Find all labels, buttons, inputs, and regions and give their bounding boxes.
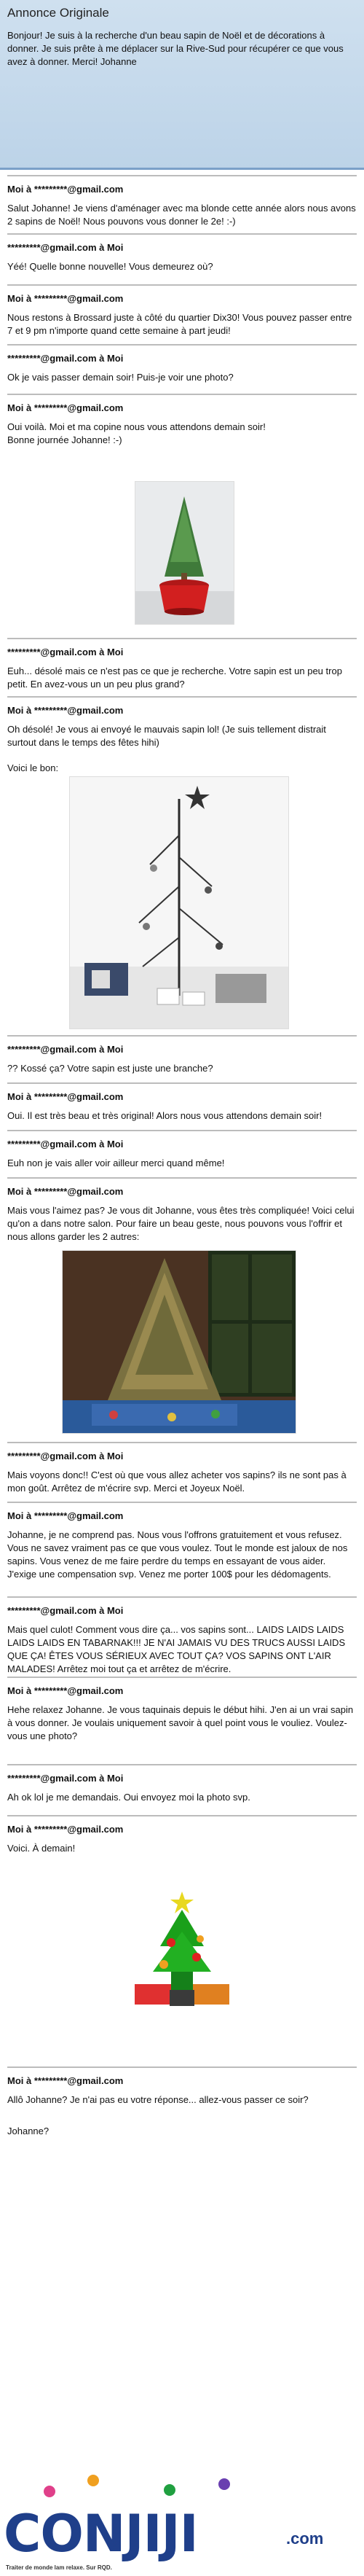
message-block — [7, 1815, 357, 1855]
message-text: Mais voyons donc!! C'est où que vous allez acheter vos sapins? ils ne sont pas à mon goût. Arrêtez de m'écrire svp. Merci et Joyeux Noël. — [7, 1470, 347, 1494]
message-block — [7, 175, 357, 228]
separator — [7, 1130, 357, 1131]
message-sender: *********@gmail.com à Moi — [7, 353, 124, 364]
message-text: ?? Kossé ça? Votre sapin est juste une branche? — [7, 1063, 213, 1074]
message-text: Johanne, je ne comprend pas. Nous vous l'offrons gratuitement et vous refusez. Vous ne savez vraiment pas ce que vous voulez. Tout le monde est jaloux de nos sapins. Vous venez de me faire perdre du temps en essayant de vous aider. J'exige une compensation svp. Venez me porter 100$ pour les dédomagents. — [7, 1529, 348, 1580]
separator — [7, 1177, 357, 1179]
message-sender: Moi à *********@gmail.com — [7, 402, 124, 413]
footer — [0, 2435, 364, 2576]
message-block — [7, 1677, 357, 1743]
separator — [7, 284, 357, 286]
message-block — [7, 754, 357, 775]
message-sender: *********@gmail.com à Moi — [7, 1773, 124, 1784]
message-sender: Moi à *********@gmail.com — [7, 293, 124, 304]
message-block — [7, 284, 357, 337]
message-block — [7, 1082, 357, 1123]
sick-tree-image — [63, 1251, 296, 1433]
message-sender: *********@gmail.com à Moi — [7, 1605, 124, 1616]
message-text: Oh désolé! Je vous ai envoyé le mauvais sapin lol! (Je suis tellement distrait surtout dans le temps des fêtes hihi) — [7, 724, 326, 748]
ad-text: Bonjour! Je suis à la recherche d'un beau sapin de Noël et de décorations à donner. Je suis prête à me déplacer sur la Rive-Sud pour récupérer ce que vous avez à donner. Merci! Johanne — [7, 30, 344, 67]
message-sender: Moi à *********@gmail.com — [7, 1091, 124, 1102]
message-text: Oui. Il est très beau et très original! Alors nous vous attendons demain soir! — [7, 1110, 323, 1121]
message-block — [7, 2118, 357, 2138]
message-block — [7, 2066, 357, 2107]
message-sender: *********@gmail.com à Moi — [7, 1044, 124, 1055]
message-text: Mais quel culot! Comment vous dire ça... vos sapins sont... LAIDS LAIDS LAIDS LAIDS LAIDS EN TABARNAK!!! JE N'AI JAMAIS VU DES TRUCS AUSSI LAIDS QUE ÇA! ÊTES VOUS SÉRIEUX AVEC TOUT ÇA? VOS SAPINS ONT L'AIR MALADES! Arrêtez moi tout ça et arrêtez de m'écrire. — [7, 1624, 346, 1674]
photo-toy-tree — [127, 1888, 237, 2012]
message-text: Mais vous l'aimez pas? Je vous dit Johanne, vous êtes très compliquée! Voici celui qu'on a dans notre salon. Pour faire un beau geste, nous pouvons vous l'offrir et nous allons garder les 2 autres: — [7, 1205, 355, 1242]
message-block — [7, 696, 357, 749]
logo-dot-icon — [44, 2486, 55, 2497]
photo-small-potted-tree — [135, 481, 234, 625]
logo-suffix: .com — [286, 2529, 324, 2548]
logo-dot-icon — [164, 2484, 175, 2496]
message-text: Nous restons à Brossard juste à côté du quartier Dix30! Vous pouvez passer entre 7 et 9 pm n'importe quand cette semaine à part jeudi! — [7, 312, 352, 336]
separator — [7, 1815, 357, 1816]
logo-dot-icon — [87, 2475, 99, 2486]
message-sender: Moi à *********@gmail.com — [7, 184, 124, 195]
message-sender: *********@gmail.com à Moi — [7, 242, 124, 253]
message-sender: *********@gmail.com à Moi — [7, 647, 124, 657]
separator — [7, 1442, 357, 1443]
message-text: Hehe relaxez Johanne. Je vous taquinais depuis le début hihi. J'en ai un vrai sapin à vous donner. Je voulais uniquement savoir à quel point vous le vouliez. Voulez-vous une photo? — [7, 1704, 354, 1741]
message-sender: Moi à *********@gmail.com — [7, 1824, 124, 1835]
separator — [7, 2066, 357, 2068]
message-text: Yéé! Quelle bonne nouvelle! Vous demeurez où? — [7, 261, 213, 272]
header-divider — [0, 168, 364, 170]
separator — [7, 233, 357, 235]
message-text: Oui voilà. Moi et ma copine nous vous attendons demain soir! Bonne journée Johanne! :-) — [7, 421, 266, 445]
separator — [7, 344, 357, 346]
message-sender: Moi à *********@gmail.com — [7, 705, 124, 716]
separator — [7, 175, 357, 176]
message-text: Euh non je vais aller voir ailleur merci quand même! — [7, 1158, 225, 1168]
message-block — [7, 1596, 357, 1676]
message-block — [7, 233, 357, 273]
ad-header — [0, 0, 364, 170]
message-text: Voici le bon: — [7, 762, 59, 773]
logo: CONJIJI — [4, 2504, 198, 2564]
logo-dot-icon — [218, 2478, 230, 2490]
message-text: Allô Johanne? Je n'ai pas eu votre réponse... allez-vous passer ce soir? — [7, 2094, 309, 2105]
separator — [7, 1035, 357, 1037]
separator — [7, 1596, 357, 1598]
message-block — [7, 1442, 357, 1495]
separator — [7, 696, 357, 698]
message-sender: *********@gmail.com à Moi — [7, 1139, 124, 1150]
message-sender: Moi à *********@gmail.com — [7, 1685, 124, 1696]
toy-tree-image — [127, 1888, 237, 2012]
message-block — [7, 638, 357, 691]
page-title: Annonce Originale — [7, 6, 109, 20]
message-block — [7, 1130, 357, 1170]
message-text: Johanne? — [7, 2126, 50, 2136]
message-block — [7, 1764, 357, 1804]
separator — [7, 638, 357, 639]
message-sender: Moi à *********@gmail.com — [7, 1186, 124, 1197]
potted-tree-image — [135, 482, 234, 624]
message-block — [7, 344, 357, 384]
message-text: Salut Johanne! Je viens d'aménager avec ma blonde cette année alors nous avons 2 sapins de Noël! Nous pouvons vous donner le 2e! :-) — [7, 203, 356, 227]
separator — [7, 1082, 357, 1084]
photo-branch-tree — [69, 776, 289, 1029]
message-sender: Moi à *********@gmail.com — [7, 1510, 124, 1521]
message-block — [7, 1177, 357, 1244]
separator — [7, 1502, 357, 1503]
branch-tree-image — [70, 777, 288, 1029]
message-sender: Moi à *********@gmail.com — [7, 2075, 124, 2086]
photo-sick-tree — [62, 1250, 296, 1434]
separator — [7, 1677, 357, 1678]
message-block — [7, 1035, 357, 1075]
message-text: Ok je vais passer demain soir! Puis-je voir une photo? — [7, 372, 234, 383]
separator — [7, 1764, 357, 1765]
message-text: Ah ok lol je me demandais. Oui envoyez moi la photo svp. — [7, 1792, 250, 1803]
message-text: Voici. À demain! — [7, 1843, 76, 1854]
separator — [7, 394, 357, 395]
message-sender: *********@gmail.com à Moi — [7, 1451, 124, 1461]
message-text: Euh... désolé mais ce n'est pas ce que je recherche. Votre sapin est un peu trop petit. En avez-vous un un peu plus grand? — [7, 666, 342, 690]
message-block — [7, 394, 357, 447]
tagline: Traiter de monde lam relaxe. Sur RQD. — [6, 2564, 112, 2571]
message-block — [7, 1502, 357, 1581]
